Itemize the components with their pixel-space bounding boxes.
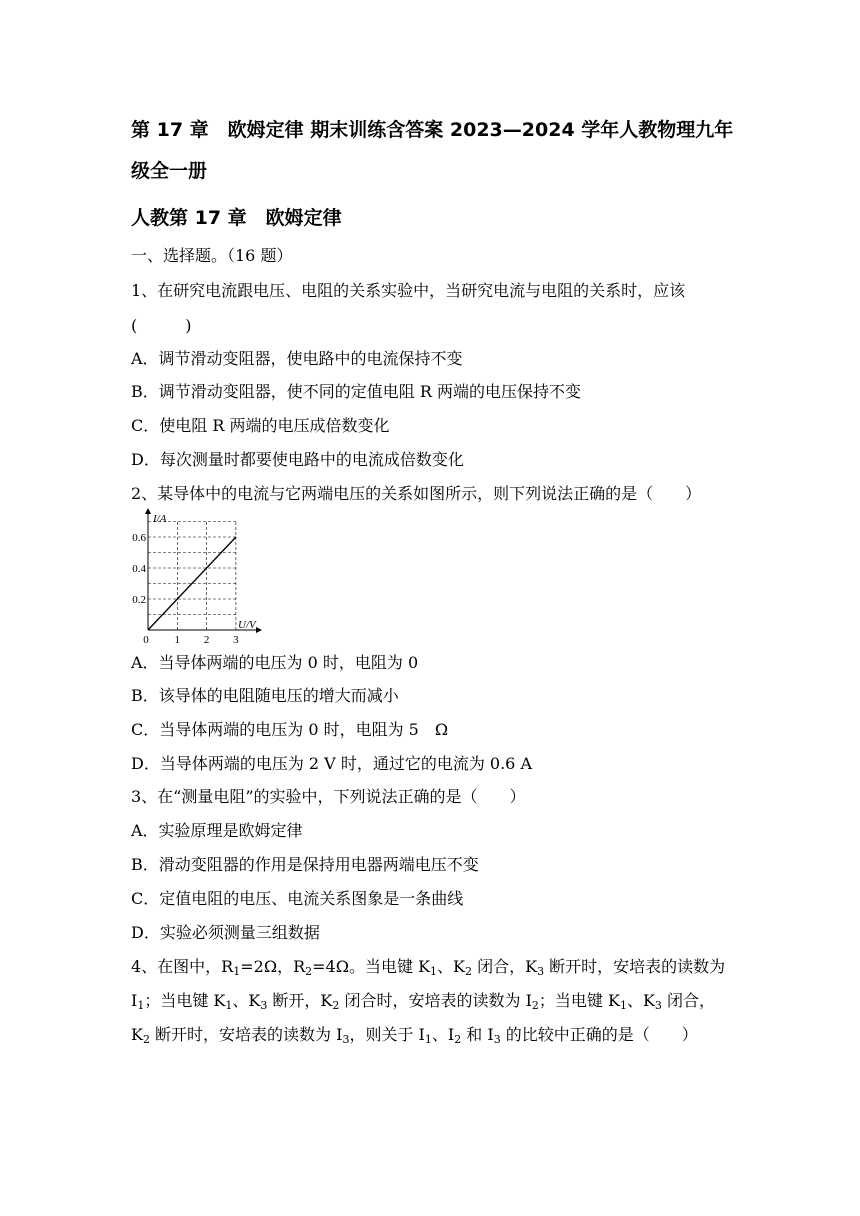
text-run: 断开时，安培表的读数为 bbox=[544, 957, 726, 976]
subscript: 2 bbox=[454, 1033, 462, 1046]
subscript: 3 bbox=[342, 1033, 350, 1046]
subscript: 1 bbox=[225, 999, 233, 1012]
text-run: ，则关于 I bbox=[349, 1025, 425, 1044]
y-tick-label: 0.6 bbox=[132, 532, 146, 544]
x-axis-label: U/V bbox=[238, 619, 256, 631]
question-3-option-c: C．定值电阻的电压、电流关系图象是一条曲线 bbox=[131, 889, 464, 908]
x-tick-label: 3 bbox=[233, 634, 239, 646]
y-tick-label: 0.4 bbox=[132, 563, 146, 575]
subscript: 3 bbox=[260, 999, 268, 1012]
text-run: 、K bbox=[232, 991, 261, 1010]
text-run: ；当电键 K bbox=[144, 991, 226, 1010]
question-3-option-d: D．实验必须测量三组数据 bbox=[131, 923, 320, 942]
question-1-option-c: C．使电阻 R 两端的电压成倍数变化 bbox=[131, 416, 390, 435]
question-2-option-c: C．当导体两端的电压为 0 时，电阻为 5 Ω bbox=[131, 720, 449, 739]
question-4-line-2 bbox=[131, 991, 715, 1016]
text-run: K bbox=[131, 1025, 143, 1044]
text-run: 的比较中正确的是（ ） bbox=[500, 1025, 698, 1044]
text-run: ；当电键 K bbox=[538, 991, 620, 1010]
question-4-line-3 bbox=[131, 1025, 698, 1050]
x-tick-label: 2 bbox=[203, 634, 210, 646]
y-axis-arrow bbox=[145, 508, 151, 514]
text-run: =2Ω，R bbox=[240, 957, 306, 976]
text-run: 闭合， bbox=[661, 991, 715, 1010]
subscript: 3 bbox=[537, 965, 545, 978]
subscript: 2 bbox=[305, 965, 313, 978]
question-1-stem: 1、在研究电流跟电压、电阻的关系实验中，当研究电流与电阻的关系时，应该 bbox=[131, 281, 686, 300]
text-run: 、K bbox=[626, 991, 655, 1010]
subscript: 3 bbox=[493, 1033, 501, 1046]
question-1-blank: ( ) bbox=[131, 316, 192, 335]
text-run: 闭合时，安培表的读数为 I bbox=[339, 991, 532, 1010]
subscript: 2 bbox=[332, 999, 340, 1012]
subscript: 2 bbox=[142, 1033, 150, 1046]
question-1-option-d: D．每次测量时都要使电路中的电流成倍数变化 bbox=[131, 450, 464, 469]
subscript: 1 bbox=[137, 999, 145, 1012]
text-run: 断开时，安培表的读数为 I bbox=[149, 1025, 343, 1044]
question-1-option-a: A．调节滑动变阻器，使电路中的电流保持不变 bbox=[131, 349, 463, 368]
text-run: =4Ω。当电键 K bbox=[312, 957, 431, 976]
question-3-option-a: A．实验原理是欧姆定律 bbox=[131, 821, 303, 840]
y-axis-label: I/A bbox=[153, 513, 167, 525]
x-tick-label: 1 bbox=[174, 634, 181, 646]
question-2-option-b: B．该导体的电阻随电压的增大而减小 bbox=[131, 686, 399, 705]
text-run: I bbox=[131, 991, 138, 1010]
text-run: 闭合，K bbox=[472, 957, 538, 976]
x-axis-arrow bbox=[256, 627, 262, 633]
question-2-stem: 2、某导体中的电流与它两端电压的关系如图所示，则下列说法正确的是（ ） bbox=[131, 484, 702, 503]
question-2-option-a: A．当导体两端的电压为 0 时，电阻为 0 bbox=[131, 653, 419, 672]
subscript: 3 bbox=[654, 999, 662, 1012]
subscript: 2 bbox=[531, 999, 539, 1012]
subscript: 1 bbox=[233, 965, 241, 978]
question-3-option-b: B．滑动变阻器的作用是保持用电器两端电压不变 bbox=[131, 855, 479, 874]
subscript: 1 bbox=[430, 965, 438, 978]
y-tick-label: 0.2 bbox=[132, 594, 146, 606]
subscript: 1 bbox=[424, 1033, 432, 1046]
question-3-stem: 3、在“测量电阻”的实验中，下列说法正确的是（ ） bbox=[131, 787, 526, 806]
question-2-option-d: D．当导体两端的电压为 2 V 时，通过它的电流为 0.6 A bbox=[131, 754, 532, 773]
x-tick-label: 0 bbox=[143, 634, 149, 646]
text-run: 、I bbox=[431, 1025, 455, 1044]
question-4-line-1 bbox=[131, 957, 725, 982]
text-run: 4、在图中，R bbox=[131, 957, 234, 976]
subscript: 1 bbox=[619, 999, 627, 1012]
subscript: 2 bbox=[465, 965, 473, 978]
question-1-option-b: B．调节滑动变阻器，使不同的定值电阻 R 两端的电压保持不变 bbox=[131, 382, 581, 401]
text-run: 、K bbox=[437, 957, 466, 976]
data-series-line bbox=[148, 537, 236, 630]
doc-subtitle: 人教第 17 章 欧姆定律 bbox=[131, 207, 342, 229]
section-heading: 一、选择题。（16 题） bbox=[131, 246, 293, 265]
doc-title-line-1: 第 17 章 欧姆定律 期末训练含答案 2023—2024 学年人教物理九年 bbox=[131, 119, 734, 141]
doc-title-line-2: 级全一册 bbox=[131, 160, 208, 182]
text-run: 和 I bbox=[461, 1025, 494, 1044]
text-run: 断开，K bbox=[267, 991, 333, 1010]
current-voltage-graph bbox=[128, 506, 268, 646]
